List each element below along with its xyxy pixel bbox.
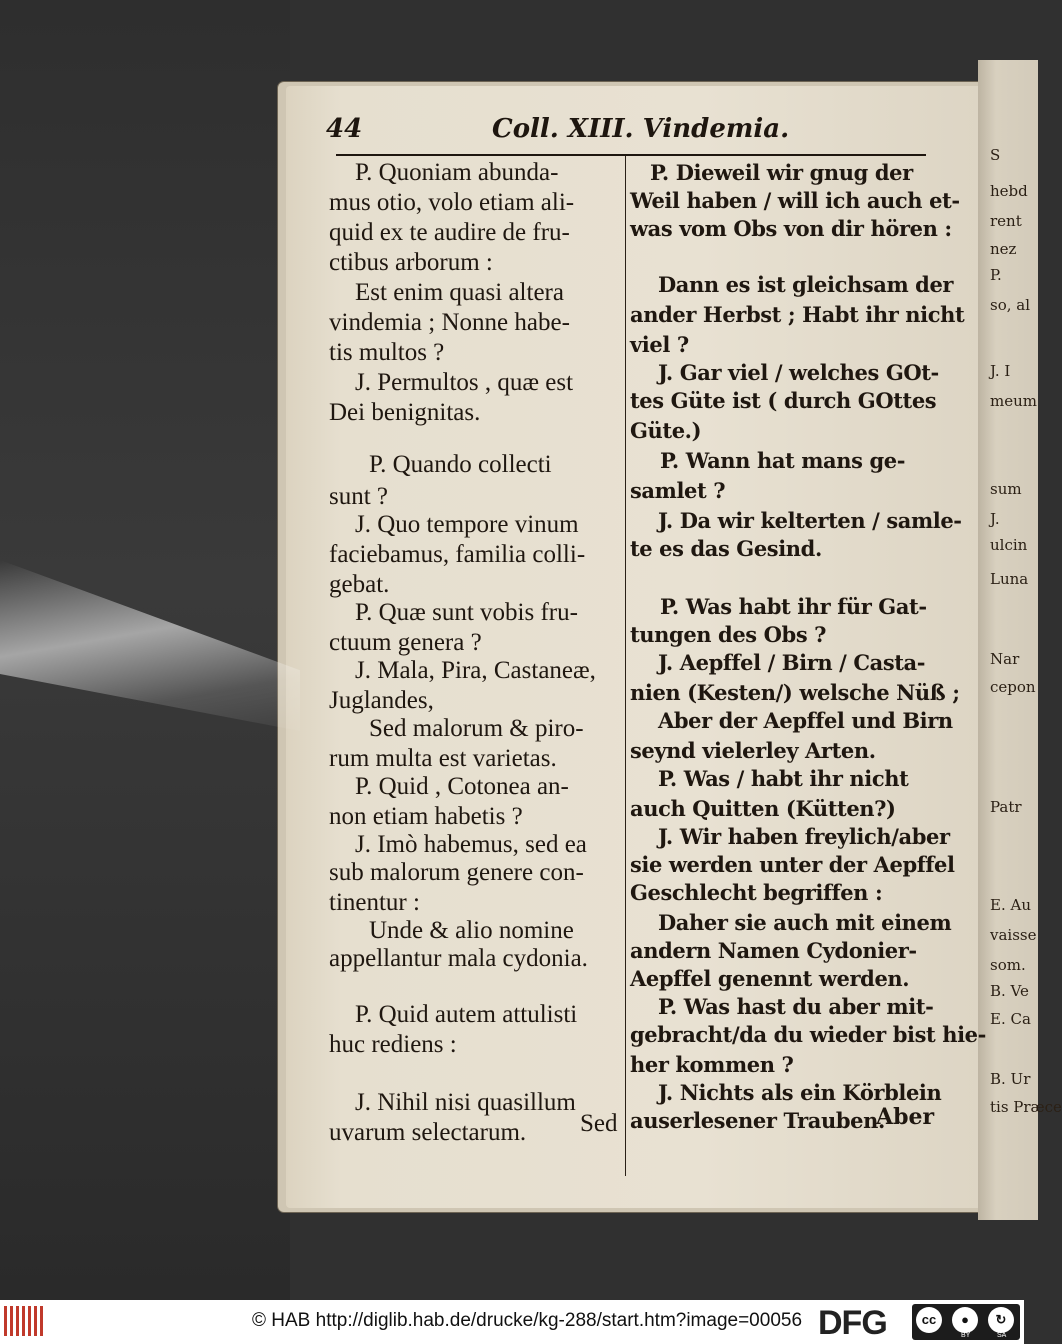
german-line: gebracht/da du wieder bist hie- [630, 1022, 986, 1047]
german-line: ander Herbst ; Habt ihr nicht [630, 302, 965, 327]
german-line: te es das Gesind. [630, 536, 822, 561]
copyright-link[interactable]: © HAB http://diglib.hab.de/drucke/kg-288/start.htm?image=00056 [252, 1310, 803, 1331]
latin-line: P. Quando collecti [369, 451, 552, 478]
facing-page-fragment: S [990, 146, 1001, 164]
german-line: P. Was / habt ihr nicht [658, 766, 909, 791]
cc-icon: cc [916, 1307, 942, 1333]
german-line: J. Gar viel / welches GOt- [658, 360, 939, 385]
german-line: J. Aepffel / Birn / Casta- [658, 650, 926, 675]
latin-line: Est enim quasi altera [355, 279, 564, 306]
footer-bar [0, 1300, 1024, 1344]
facing-page-fragment: Luna [990, 570, 1029, 588]
german-line: her kommen ? [630, 1052, 794, 1077]
german-line: nien (Kesten/) welsche Nüß ; [630, 680, 960, 705]
facing-page-fragment: P. [990, 266, 1002, 284]
latin-catchword: Sed [580, 1110, 618, 1137]
latin-line: quid ex te audire de fru- [329, 219, 570, 246]
latin-line: J. Mala, Pira, Castaneæ, [355, 657, 596, 684]
facing-page-fragment: B. Ve [990, 982, 1029, 1000]
header-rule [336, 154, 926, 156]
cc-license-badge[interactable] [912, 1304, 1020, 1340]
facing-page-fragment: som. [990, 956, 1026, 974]
latin-line: P. Quæ sunt vobis fru- [355, 599, 578, 626]
page-header [326, 114, 952, 154]
column-divider [625, 156, 626, 1176]
german-line: J. Nichts als ein Körblein [658, 1080, 942, 1105]
german-line: J. Da wir kelterten / samle- [658, 508, 962, 533]
german-line: Daher sie auch mit einem [658, 910, 952, 935]
facing-page-fragment: J. I [990, 362, 1011, 380]
german-line: Dann es ist gleichsam der [658, 272, 954, 297]
latin-line: gebat. [329, 571, 390, 598]
latin-line: huc rediens : [329, 1031, 457, 1058]
latin-line: J. Nihil nisi quasillum [355, 1089, 576, 1116]
latin-line: P. Quid , Cotonea an- [355, 773, 569, 800]
german-line: andern Namen Cydonier- [630, 938, 917, 963]
german-line: viel ? [630, 332, 689, 357]
facing-page-fragment: sum [990, 480, 1022, 498]
facing-page-fragment: so, al [990, 296, 1031, 314]
facing-page-fragment: E. Au [990, 896, 1031, 914]
latin-line: sub malorum genere con- [329, 859, 584, 886]
german-line: Aepffel genennt werden. [630, 966, 910, 991]
latin-line: ctuum genera ? [329, 629, 482, 656]
german-line: P. Was hast du aber mit- [658, 994, 934, 1019]
latin-line: faciebamus, familia colli- [329, 541, 586, 568]
running-title: Coll. XIII. Vindemia. [492, 114, 790, 144]
german-line: tungen des Obs ? [630, 622, 827, 647]
german-line: auch Quitten (Kütten?) [630, 796, 896, 821]
latin-line: vindemia ; Nonne habe- [329, 309, 570, 336]
german-line: Geschlecht begriffen : [630, 880, 883, 905]
facing-page-fragment: vaisse [990, 926, 1037, 944]
german-catchword: Aber [876, 1104, 935, 1130]
facing-page-edge [978, 60, 1062, 1220]
latin-line: non etiam habetis ? [329, 803, 523, 830]
facing-page-fragment: rent [990, 212, 1022, 230]
latin-line: sunt ? [329, 483, 389, 510]
facing-page-fragment: E. Ca [990, 1010, 1031, 1028]
facing-page-fragment: Nar [990, 650, 1020, 668]
german-line: Güte.) [630, 418, 702, 443]
latin-line: J. Quo tempore vinum [355, 511, 579, 538]
facing-page-fragment: hebd [990, 182, 1028, 200]
by-icon: ● [952, 1307, 978, 1333]
latin-line: mus otio, volo etiam ali- [329, 189, 575, 216]
german-line: auserlesener Trauben. [630, 1108, 885, 1133]
page-number: 44 [326, 114, 363, 144]
latin-line: rum multa est varietas. [329, 745, 557, 772]
latin-line: P. Quoniam abunda- [355, 159, 559, 186]
latin-line: appellantur mala cydonia. [329, 945, 588, 972]
latin-line: Dei benignitas. [329, 399, 481, 426]
german-line: J. Wir haben freylich/aber [658, 824, 950, 849]
latin-line: J. Imò habemus, sed ea [355, 831, 587, 858]
facing-page-fragment: nez [990, 240, 1017, 258]
german-line: P. Wann hat mans ge- [660, 448, 906, 473]
latin-line: P. Quid autem attulisti [355, 1001, 578, 1028]
german-line: tes Güte ist ( durch GOttes [630, 388, 937, 413]
latin-line: tis multos ? [329, 339, 445, 366]
german-line: P. Was habt ihr für Gat- [660, 594, 927, 619]
facing-page-fragment: meum [990, 392, 1037, 410]
german-line: P. Dieweil wir gnug der [650, 160, 913, 185]
latin-line: ctibus arborum : [329, 249, 493, 276]
latin-line: uvarum selectarum. [329, 1119, 527, 1146]
german-line: Aber der Aepffel und Birn [658, 708, 953, 733]
german-line: samlet ? [630, 478, 726, 503]
latin-line: Unde & alio nomine [369, 917, 574, 944]
german-line: Weil haben / will ich auch et- [630, 188, 960, 213]
latin-line: Sed malorum & piro- [369, 715, 584, 742]
facing-page-fragment: ulcin [990, 536, 1028, 554]
latin-line: Juglandes, [329, 687, 434, 714]
facing-page-fragment: cepon [990, 678, 1036, 696]
facing-page-fragment: Patr [990, 798, 1022, 816]
facing-page-fragment: tis Præce [990, 1098, 1062, 1116]
german-line: sie werden unter der Aepffel [630, 852, 955, 877]
sa-label: SA [997, 1332, 1007, 1339]
german-line: seynd vielerley Arten. [630, 738, 876, 763]
dfg-logo: DFG [818, 1304, 887, 1342]
hab-logo-icon [4, 1306, 44, 1336]
sa-icon: ↻ [988, 1307, 1014, 1333]
facing-page-fragment: J. [990, 510, 1000, 528]
german-line: was vom Obs von dir hören : [630, 216, 952, 241]
by-label: BY [961, 1332, 971, 1339]
facing-page-fragment: B. Ur [990, 1070, 1031, 1088]
latin-line: tinentur : [329, 889, 420, 916]
latin-line: J. Permultos , quæ est [355, 369, 574, 396]
